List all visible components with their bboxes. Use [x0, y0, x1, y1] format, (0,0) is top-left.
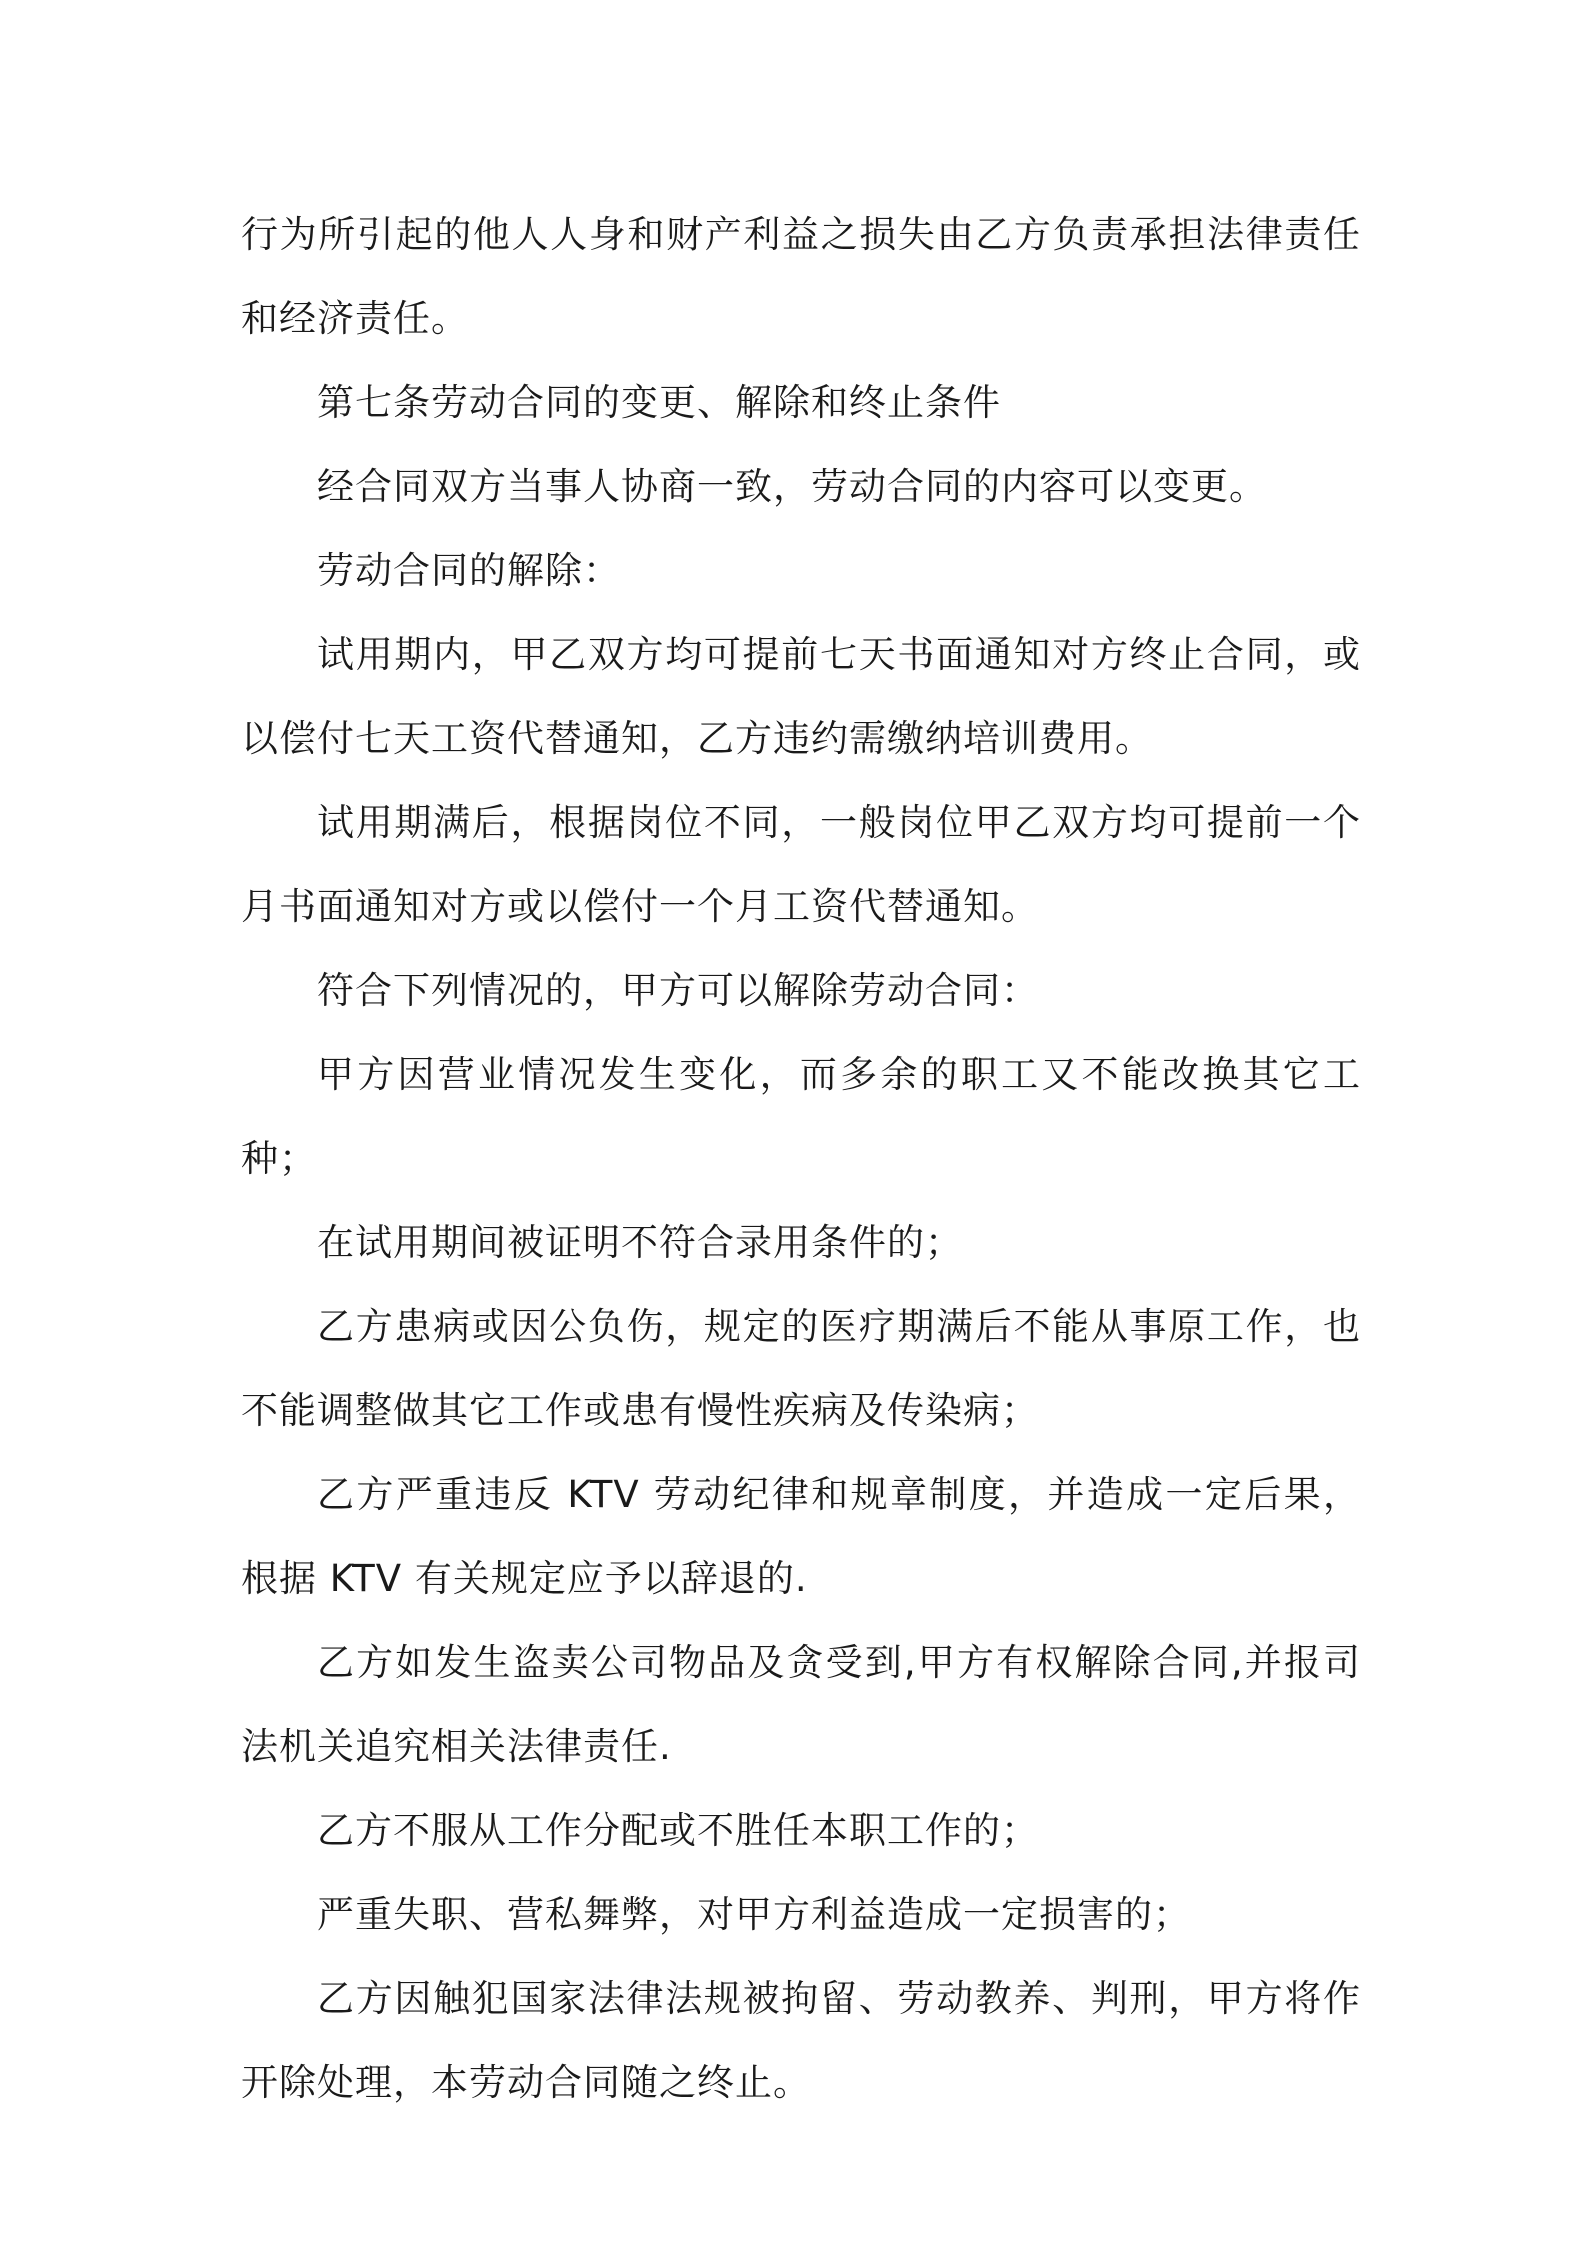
- paragraph-8: 甲方因营业情况发生变化，而多余的职工又不能改换其它工种；: [241, 1053, 1361, 1180]
- paragraph-1: 行为所引起的他人人身和财产利益之损失由乙方负责承担法律责任和经济责任。: [241, 213, 1361, 340]
- paragraph-11: 乙方严重违反 KTV 劳动纪律和规章制度，并造成一定后果，根据 KTV 有关规定应予以辞退的.: [241, 1473, 1361, 1600]
- paragraph-7: 符合下列情况的，甲方可以解除劳动合同：: [317, 969, 1039, 1012]
- paragraph-10: 乙方患病或因公负伤，规定的医疗期满后不能从事原工作，也不能调整做其它工作或患有慢性疾病及传染病；: [241, 1305, 1361, 1432]
- paragraph-15: 乙方因触犯国家法律法规被拘留、劳动教养、判刑，甲方将作开除处理，本劳动合同随之终止。: [241, 1977, 1361, 2104]
- paragraph-14: 严重失职、营私舞弊，对甲方利益造成一定损害的；: [317, 1893, 1191, 1936]
- paragraph-12: 乙方如发生盗卖公司物品及贪受到,甲方有权解除合同,并报司法机关追究相关法律责任.: [241, 1641, 1361, 1768]
- paragraph-13: 乙方不服从工作分配或不胜任本职工作的；: [317, 1809, 1039, 1852]
- paragraph-2-heading: 第七条劳动合同的变更、解除和终止条件: [317, 381, 1001, 424]
- paragraph-3: 经合同双方当事人协商一致，劳动合同的内容可以变更。: [317, 465, 1267, 508]
- paragraph-6: 试用期满后，根据岗位不同，一般岗位甲乙双方均可提前一个月书面通知对方或以偿付一个月工资代替通知。: [241, 801, 1361, 928]
- paragraph-5: 试用期内，甲乙双方均可提前七天书面通知对方终止合同，或以偿付七天工资代替通知，乙方违约需缴纳培训费用。: [241, 633, 1361, 760]
- document-body: [241, 193, 1361, 2125]
- paragraph-4: 劳动合同的解除：: [317, 549, 621, 592]
- paragraph-9: 在试用期间被证明不符合录用条件的；: [317, 1221, 963, 1264]
